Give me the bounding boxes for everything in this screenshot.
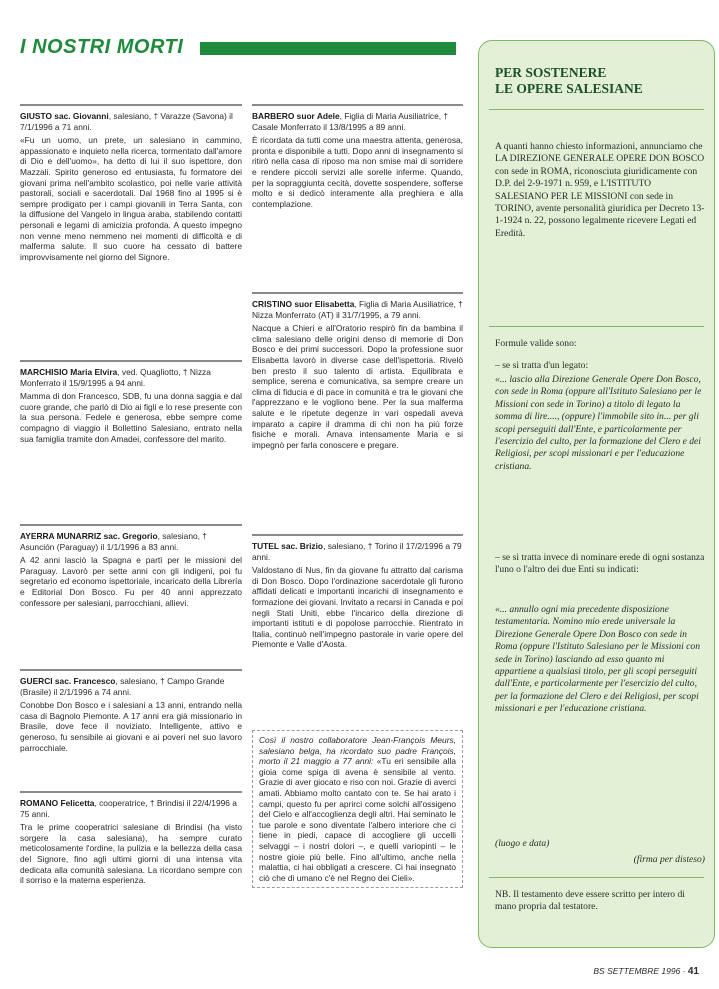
obituary-text: Mamma di don Francesco, SDB, fu una donna saggia e dal cuore grande, che parlò di Dio ai figli e lo rese presente con la sua persona. Fedele e generosa, ebbe sempre come compagno di viaggio il Bollettino Salesiano, entrato nella sua famiglia tramite don Amadei, confessore del marito. bbox=[20, 391, 242, 444]
panel-formulas-heading: Formule valide sono: bbox=[495, 338, 577, 349]
divider bbox=[20, 669, 242, 671]
obituary-name: MARCHISIO Maria Elvira bbox=[20, 367, 118, 377]
obituary-barbero bbox=[252, 111, 463, 209]
obituary-name: GIUSTO sac. Giovanni bbox=[20, 111, 109, 121]
panel-rule bbox=[489, 326, 704, 327]
obituary-name: ROMANO Felicetta bbox=[20, 798, 95, 808]
obituary-tutel bbox=[252, 541, 463, 650]
page-footer bbox=[593, 966, 699, 977]
obituary-details: , Figlia di Maria Ausiliatrice, † Nizza Monferrato (AT) il 31/7/1995, a 79 anni. bbox=[252, 299, 463, 320]
obituary-text: È ricordata da tutti come una maestra attenta, generosa, pronta e disponibile a tutti. Dopo anni di insegnamento si ritirò nella casa di riposo ma non smise mai di sorridere e rendere piccoli servizi alle sorelle inferme. Quando, per la sopraggiunta cecità, dovette sospendere, sofferse molto e si dedicò interamente alla preghiera e alla contemplazione. bbox=[252, 135, 463, 209]
panel-heir-case: – se si tratta invece di nominare erede di ogni sostanza l'uno o l'altro dei due Enti su indicati: bbox=[495, 552, 705, 576]
quote-intro: Così il nostro collaboratore Jean-François Meurs, salesiano belga, ha ricordato suo padre François, morto il 21 maggio a 77 anni: bbox=[259, 735, 456, 767]
obituary-text: A 42 anni lasciò la Spagna e partì per le missioni del Paraguay. Lavorò per sette anni con gli indigeni, poi fu segretario ed economo ispettoriale, incaricato della Librería e Editorial Don Bosco. Fu per 40 anni apprezzato confessore per salesiani, parrocchiani, allievi. bbox=[20, 555, 242, 608]
divider bbox=[20, 104, 242, 106]
divider bbox=[20, 791, 242, 793]
obituary-details: , salesiano, † Asunción (Paraguay) il 1/1/1996 a 83 anni. bbox=[20, 531, 207, 552]
obituary-name: CRISTINO suor Elisabetta bbox=[252, 299, 355, 309]
divider bbox=[252, 104, 463, 106]
obituary-cristino bbox=[252, 299, 463, 450]
obituary-text: Conobbe Don Bosco e i salesiani a 13 anni, entrando nella casa di Bagnolo Piemonte. A 17 anni era già missionario in Brasile, dove fece il noviziato. Intelligente, attivo e generoso, fu sensibile ai giovani e ai poveri nel suo lavoro parrocchiale. bbox=[20, 700, 242, 753]
obituary-details: , Figlia di Maria Ausiliatrice, † Casale Monferrato il 13/8/1995 a 89 anni. bbox=[252, 111, 449, 132]
panel-rule bbox=[489, 877, 704, 878]
obituary-marchisio bbox=[20, 367, 242, 444]
panel-signature: (firma per disteso) bbox=[633, 854, 705, 865]
divider bbox=[252, 534, 463, 536]
divider bbox=[20, 524, 242, 526]
tribute-quote-box bbox=[252, 730, 463, 888]
obituary-guerci bbox=[20, 676, 242, 753]
obituary-text: Tra le prime cooperatrici salesiane di Brindisi (ha visto sorgere la casa salesiana), ha sempre curato meticolosamente l'ordine, la pulizia e la bellezza della casa del Signore, fino agli ultimi giorni di una intensa vita dedicata alla comunità salesiana. La ricordano sempre con il sorriso e la materna esperienza. bbox=[20, 822, 242, 886]
obituary-details: , salesiano, † Torino il 17/2/1996 a 79 anni. bbox=[252, 541, 462, 562]
quote-text: «Tu eri sensibile alla gioia come spiga di avena è sensibile al vento. Grazie di aver giocato e riso con noi. Grazie di averci amati. Abbiamo molto cantato con te. Se hai arato i campi, questo fu per aprirci come solchi all'ossigeno del Cielo e all'accoglienza degli altri. Hai seminato le tue parole e sono diventate l'albero interiore che ci tiene in piedi, capace di accogliere gli uccelli selvaggi – i nostri dolori –, e quelli variopinti – le nostre gioie più belle. Fino all'ultimo, anche nella malattia, ci hai obbligati a crescere. Ci hai insegnato ciò che di umano c'è nel Regno dei Cieli». bbox=[259, 756, 456, 883]
panel-title bbox=[495, 65, 705, 97]
obituary-name: BARBERO suor Adele bbox=[252, 111, 340, 121]
obituary-text: Valdostano di Nus, fin da giovane fu attratto dal carisma di Don Bosco. Dopo l'ordinazione sacerdotale gli furono affidati delicati e importanti incarichi di insegnamento e formazione dei giovani. Invitato a recarsi in Canada e poi negli Stati Uniti, ebbe l'incarico della direzione di importanti istituti e di popolose parrocchie. Rientrato in Italia, continuò nell'impegno pastorale in varie opere del Piemonte e Valle d'Aosta. bbox=[252, 565, 463, 650]
panel-legacy-formula: «... lascio alla Direzione Generale Opere Don Bosco, con sede in Roma (oppure all'Istituto Salesiano per le Missioni con sede in Torino) a titolo di legato la somma di lire...., (oppure) l'immobile sito in... per gli scopi perseguiti dall'Ente, e particolarmente per l'esercizio del culto, per la formazione del Clero e dei Religiosi, per scopi missionari e per l'educazione cristiana. bbox=[495, 374, 702, 472]
panel-place-date: (luogo e data) bbox=[495, 838, 550, 849]
panel-heir-formula: «... annullo ogni mia precedente disposizione testamentaria. Nomino mio erede universale la Direzione Generale Opere Don Bosco con sede in Roma (oppure l'Istituto Salesiano per le Missioni con sede in Torino) lasciando ad esso quanto mi appartiene a qualsiasi titolo, per gli scopi perseguiti dall'Ente, e particolarmente per l'esercizio del culto, per la formazione del Clero e dei Religiosi, per scopi missionari e per l'educazione cristiana. bbox=[495, 604, 701, 715]
page-number: 41 bbox=[687, 966, 699, 977]
obituary-name: TUTEL sac. Brizio bbox=[252, 541, 324, 551]
divider bbox=[20, 360, 242, 362]
obituary-giusto bbox=[20, 111, 242, 262]
obituary-details: , cooperatrice, † Brindisi il 22/4/1996 a 75 anni. bbox=[20, 798, 237, 819]
divider bbox=[252, 292, 463, 294]
section-title: I NOSTRI MORTI bbox=[20, 36, 184, 58]
obituary-ayerra bbox=[20, 531, 242, 608]
footer-issue: BS SETTEMBRE 1996 · bbox=[593, 966, 686, 976]
obituary-name: GUERCI sac. Francesco bbox=[20, 676, 116, 686]
panel-rule bbox=[489, 109, 704, 110]
obituary-text: «Fu un uomo, un prete, un salesiano in cammino, appassionato e inquieto nella ricerca, tormentato dall'amore di Dio e dell'uomo», ha detto di lui il suo ispettore, don Mazzali. Spirito generoso ed entusiasta, fu formatore dei giovani prima nell'ambito scolastico, poi nelle varie attività pastorali, sociali e sacerdotali. Dal 1968 fino al 1995 si è sempre prodigato per i campi giovanili in Terra Santa, con la diffusione del Vangelo in lingua araba, stabilendo contatti personali e legami di amicizia profonda. A questo impegno non venne meno nemmeno nei momenti di difficoltà e di malferma salute. Il suo cuore ha cessato di battere improvvisamente nel giorno del Signore. bbox=[20, 135, 242, 262]
obituary-details: , salesiano, † Campo Grande (Brasile) il 2/1/1996 a 74 anni. bbox=[20, 676, 225, 697]
panel-legacy-case: – se si tratta d'un legato: bbox=[495, 360, 589, 371]
panel-title-line-1: PER SOSTENERE bbox=[495, 65, 607, 80]
obituary-text: Nacque a Chieri e all'Oratorio respirò fin da bambina il clima salesiano delle origini denso di memorie di Don Bosco e dei primi successori. Dopo la professione suor Elisabetta lavorò in diverse case dell'ispettoria. Rivelò ben presto il suo talento di artista. Equilibrata e semplice, serena e comunicativa, sa sempre creare un clima di fiducia e di pace in comunità e tra le giovani che l'apprezzano e le vogliono bene. Per la sua malferma salute e le ripetute degenze in vari ospedali aveva imparato a capire il dramma di chi non ha più forze fisiche e morali. Amava intensamente Maria e si impegnò per farla conoscere e pregare. bbox=[252, 323, 463, 450]
section-title-bar bbox=[200, 42, 456, 55]
legacy-info-panel bbox=[478, 40, 715, 948]
obituary-name: AYERRA MUNARRIZ sac. Gregorio bbox=[20, 531, 158, 541]
obituary-romano bbox=[20, 798, 242, 886]
panel-title-line-2: LE OPERE SALESIANE bbox=[495, 81, 643, 96]
panel-intro: A quanti hanno chiesto informazioni, annunciamo che LA DIREZIONE GENERALE OPERE DON BOSCO con sede in ROMA, riconosciuta giuridicamente con D.P. del 2-9-1971 n. 959, e L'ISTITUTO SALESIANO PER LE MISSIONI con sede in TORINO, avente personalità giuridica per Decreto 13-1-1924 n. 22, possono legalmente ricevere Legati ed Eredità. bbox=[495, 141, 705, 239]
obituary-details: , ved. Quagliotto, † Nizza Monferrato il 15/9/1995 a 94 anni. bbox=[20, 367, 211, 388]
panel-note: NB. Il testamento deve essere scritto per intero di mano propria dal testatore. bbox=[495, 889, 685, 913]
obituary-details: , salesiano, † Varazze (Savona) il 7/1/1996 a 71 anni. bbox=[20, 111, 233, 132]
